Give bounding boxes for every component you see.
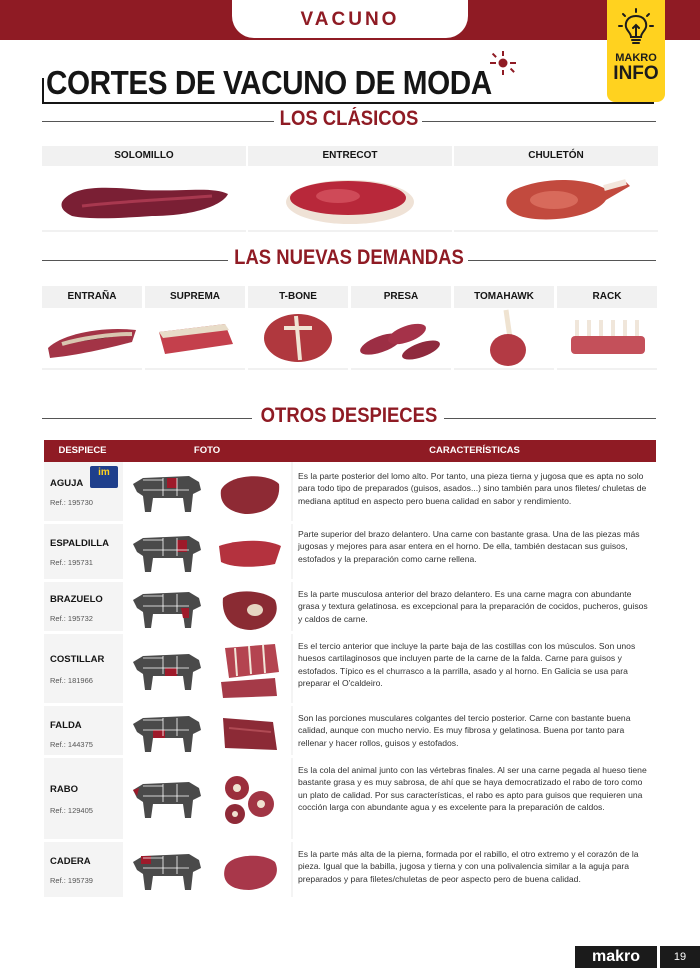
cut-cell xyxy=(44,758,121,839)
rabo-photo xyxy=(215,768,285,832)
sparkle-icon xyxy=(488,50,518,76)
cow-diagram-icon xyxy=(129,646,205,696)
photo-cell xyxy=(123,524,291,579)
new-label: PRESA xyxy=(383,291,419,302)
desc-cell xyxy=(293,706,656,755)
table-row xyxy=(44,582,656,634)
photo-cell xyxy=(123,758,291,839)
new-label: T-BONE xyxy=(279,291,317,302)
cut-ref: Ref.: 195730 xyxy=(50,498,93,507)
section-tab-label: VACUNO xyxy=(300,9,400,30)
cut-cell xyxy=(44,462,121,521)
new-card-entrana xyxy=(42,286,142,370)
cut-cell xyxy=(44,842,121,897)
tomahawk-photo xyxy=(454,308,554,368)
chuleton-photo xyxy=(454,166,658,230)
cut-description: Es la cola del animal junto con las vértebras finales. Al ser una carne pegada al hueso tiene bastante grasa y es muy sabrosa, de ahí que se haya democratizado el rabo de toro como un plato de calidad. Por sus características, el rabo es apto para guisos que requieren una cocción larga con abundante agua y es excelente para la preparación de caldos. xyxy=(298,765,647,813)
title-left-rule xyxy=(42,78,44,104)
heading-line-right xyxy=(468,260,656,261)
cut-ref: Ref.: 181966 xyxy=(50,676,93,685)
col-foto: FOTO xyxy=(193,445,221,456)
desc-cell xyxy=(293,462,656,521)
cut-name: CADERA xyxy=(50,856,91,867)
classics-grid xyxy=(42,146,658,232)
badge-top-label: MAKRO xyxy=(615,52,657,64)
col-caracteristicas: CARACTERÍSTICAS xyxy=(429,445,520,456)
new-label: TOMAHAWK xyxy=(474,291,534,302)
classic-label: ENTRECOT xyxy=(322,150,378,161)
classics-heading-label: LOS CLÁSICOS xyxy=(279,107,419,130)
cut-description: Es la parte musculosa anterior del brazo delantero. Es una carne magra con abundante grasa y textura gelatinosa. es excepcional para la preparación de cocidos, pucheros, guisos y caldos de carne. xyxy=(298,589,648,624)
desc-cell xyxy=(293,524,656,579)
classic-label: CHULETÓN xyxy=(528,150,584,161)
costillar-photo xyxy=(215,638,285,702)
cut-cell xyxy=(44,524,121,579)
cut-ref: Ref.: 195732 xyxy=(50,614,93,623)
table-row xyxy=(44,842,656,900)
im-logo xyxy=(90,466,118,488)
cut-ref: Ref.: 195739 xyxy=(50,876,93,885)
heading-line-right xyxy=(422,121,656,122)
cadera-photo xyxy=(215,846,285,896)
new-card-rack xyxy=(557,286,657,370)
makro-logo xyxy=(575,946,657,968)
classic-card-chuleton xyxy=(454,146,658,232)
photo-cell xyxy=(123,842,291,897)
heading-line-right xyxy=(444,418,656,419)
rack-photo xyxy=(557,308,657,368)
t-bone-photo xyxy=(248,308,348,368)
classic-card-solomillo xyxy=(42,146,246,232)
desc-cell xyxy=(293,758,656,839)
page-number: 19 xyxy=(660,946,700,968)
cut-ref: Ref.: 144375 xyxy=(50,740,93,749)
new-demands-heading xyxy=(42,246,656,276)
new-demands-heading-label: LAS NUEVAS DEMANDAS xyxy=(234,246,464,269)
cut-name: BRAZUELO xyxy=(50,594,103,605)
cow-diagram-icon xyxy=(129,774,205,824)
im-logo-text: im xyxy=(98,467,110,478)
page-title: CORTES DE VACUNO DE MODA xyxy=(46,64,492,101)
new-label: RACK xyxy=(592,291,622,302)
cow-diagram-icon xyxy=(129,468,205,518)
cut-description: Es el tercio anterior que incluye la parte baja de las costillas con los músculos. Son unos huesos cartilaginosos que incluyen parte de la carne de la falda. Carne para guisos y estofados. Típico es el churrasco a la parrilla, asado y al horno. En Galicia se usa para preparar el O'caldeiro. xyxy=(298,641,636,689)
table-header xyxy=(44,440,656,462)
cut-name: COSTILLAR xyxy=(50,654,105,665)
new-demands-grid xyxy=(42,286,658,370)
classic-label: SOLOMILLO xyxy=(114,150,174,161)
new-card-presa xyxy=(351,286,451,370)
cuts-table xyxy=(44,440,656,900)
photo-cell xyxy=(123,634,291,703)
badge-main-label: INFO xyxy=(613,63,659,84)
cut-name: FALDA xyxy=(50,720,82,731)
brazuelo-photo xyxy=(215,584,285,634)
new-card-suprema xyxy=(145,286,245,370)
makro-info-badge xyxy=(607,0,665,102)
aguja-photo xyxy=(215,468,285,518)
entrana-photo xyxy=(42,308,142,368)
presa-photo xyxy=(351,308,451,368)
table-row xyxy=(44,758,656,842)
new-card-t-bone xyxy=(248,286,348,370)
classics-heading xyxy=(42,107,656,137)
cut-ref: Ref.: 129405 xyxy=(50,806,93,815)
cut-ref: Ref.: 195731 xyxy=(50,558,93,567)
cow-diagram-icon xyxy=(129,584,205,634)
photo-cell xyxy=(123,582,291,631)
desc-cell xyxy=(293,582,656,631)
cut-description: Es la parte posterior del lomo alto. Por tanto, una pieza tierna y jugosa que es apta no solo para todo tipo de preparados (guisos, asados...) sino también para unos filetes/ chuletas de mediana aptitud en aspecto pero buena calidad en sabor y rendimiento. xyxy=(298,471,647,506)
cut-description: Parte superior del brazo delantero. Una carne con bastante grasa. Una de las piezas más jugosas y mejores para asar entera en el horno. De ella, también destacan sus guisos, estofados y la preparación como carne rellena. xyxy=(298,529,640,564)
table-row xyxy=(44,706,656,758)
title-underline xyxy=(42,102,654,104)
cut-name: ESPALDILLA xyxy=(50,538,109,549)
lightbulb-icon xyxy=(618,8,654,48)
cut-name: RABO xyxy=(50,784,78,795)
suprema-photo xyxy=(145,308,245,368)
col-despiece: DESPIECE xyxy=(58,445,107,456)
cut-cell xyxy=(44,706,121,755)
desc-cell xyxy=(293,842,656,897)
cut-cell xyxy=(44,634,121,703)
photo-cell xyxy=(123,462,291,521)
cut-description: Es la parte más alta de la pierna, formada por el rabillo, el otro extremo y el corazón de la pieza. Igual que la babilla, jugosa y tierna y con una polivalencia similar a la aguja para preparados y para filetes/chuletas de peor aspecto pero de buena calidad. xyxy=(298,849,639,884)
makro-logo-text: makro xyxy=(591,948,641,965)
new-label: SUPREMA xyxy=(169,291,220,302)
others-heading xyxy=(42,404,656,434)
table-row xyxy=(44,634,656,706)
table-row xyxy=(44,462,656,524)
desc-cell xyxy=(293,634,656,703)
new-label: ENTRAÑA xyxy=(67,291,117,302)
section-tab xyxy=(232,0,468,38)
photo-cell xyxy=(123,706,291,755)
cut-description: Son las porciones musculares colgantes del tercio posterior. Carne con bastante buena calidad, aunque con mucho nervio. Es muy fibrosa y gelatinosa. Buena por tanto para rellenar y hacer rollos, guisos y estofados. xyxy=(298,713,631,748)
cow-diagram-icon xyxy=(129,846,205,896)
solomillo-photo xyxy=(42,166,246,230)
espaldilla-photo xyxy=(215,528,285,578)
entrecot-photo xyxy=(248,166,452,230)
classic-card-entrecot xyxy=(248,146,452,232)
cut-name: AGUJA xyxy=(50,478,84,489)
cow-diagram-icon xyxy=(129,708,205,758)
table-row xyxy=(44,524,656,582)
new-card-tomahawk xyxy=(454,286,554,370)
cow-diagram-icon xyxy=(129,528,205,578)
others-heading-label: OTROS DESPIECES xyxy=(260,404,438,427)
cut-cell xyxy=(44,582,121,631)
falda-photo xyxy=(215,708,285,758)
